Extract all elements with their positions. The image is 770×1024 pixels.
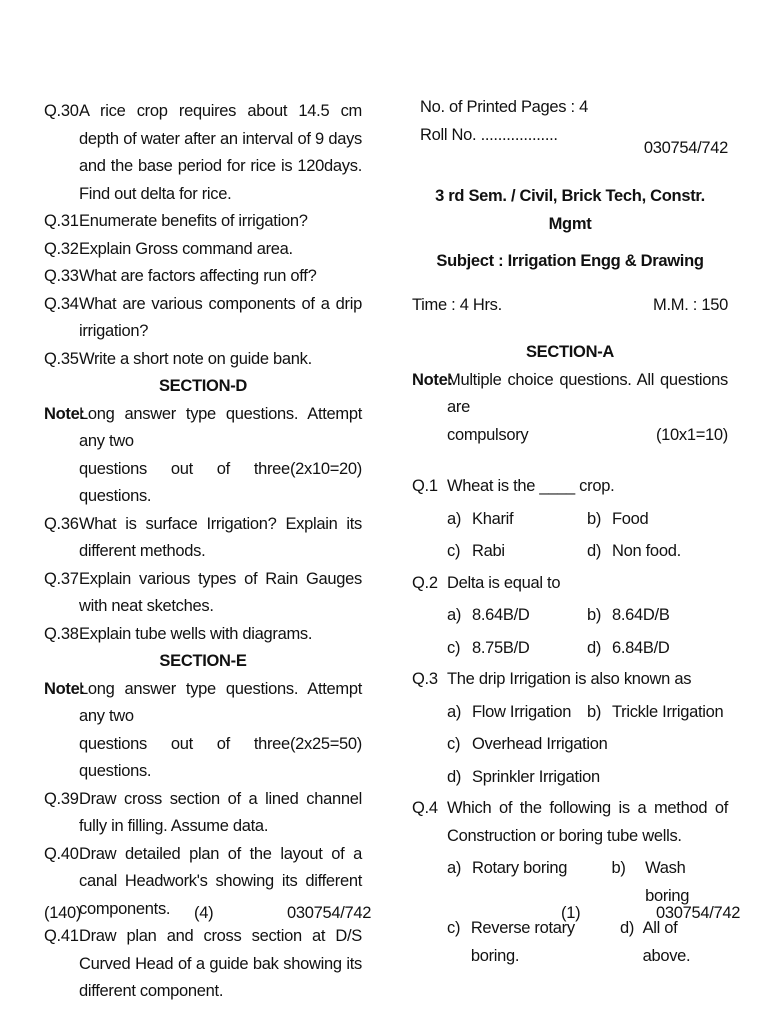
option-text: 8.75B/D: [472, 638, 530, 657]
question-number: Q.36: [44, 514, 79, 533]
question-number: Q.32: [44, 239, 79, 258]
spacer: [412, 319, 728, 339]
option-text: Rotary boring: [472, 859, 568, 877]
section-d-heading: SECTION-D: [158, 377, 248, 395]
option-label: a): [447, 509, 462, 528]
option-label: b): [587, 509, 602, 528]
option-text: Kharif: [472, 509, 514, 528]
question-number: Q.2: [412, 573, 438, 592]
question-text: Which of the following is a method of Construction or boring tube wells.: [447, 799, 728, 845]
spacer: [412, 238, 728, 248]
question-number: Q.33: [44, 267, 79, 285]
option-d: [587, 538, 681, 566]
options-row: [412, 731, 728, 759]
options-row: [412, 506, 728, 534]
question-text: Wheat is the ____ crop.: [447, 477, 615, 495]
option-text: 8.64B/D: [472, 606, 530, 624]
option-label: a): [447, 606, 462, 624]
option-text: Sprinkler Irrigation: [472, 767, 600, 786]
option-label: d): [587, 638, 602, 657]
note-marks: (2x10=20): [289, 459, 362, 478]
option-text: 6.84B/D: [612, 638, 670, 657]
question-34: [44, 291, 362, 346]
options-row: [412, 764, 728, 792]
option-label: c): [447, 919, 461, 937]
option-c: [447, 635, 587, 663]
option-b: [587, 506, 648, 534]
question-number: Q.35: [44, 349, 79, 368]
option-text: Food: [612, 509, 649, 528]
question-number: Q.41: [44, 927, 79, 945]
question-text: A rice crop requires about 14.5 cm depth of water after an interval of 9 days and the base period for rice is 120days. Find out delta for rice.: [79, 102, 362, 203]
question-number: Q.31: [44, 212, 79, 230]
note-row: [79, 456, 362, 511]
option-label: b): [587, 702, 602, 721]
question-35: [44, 346, 362, 374]
option-text: Reverse rotary boring.: [470, 919, 575, 965]
question-text: Delta is equal to: [447, 573, 561, 592]
option-a: [447, 602, 587, 630]
question-number: Q.30: [44, 102, 79, 120]
note-marks: (2x25=50): [289, 734, 362, 753]
option-text: 8.64D/B: [612, 606, 670, 624]
question-number: Q.40: [44, 844, 79, 863]
question-1: [412, 473, 728, 501]
option-text: All of above.: [642, 919, 691, 965]
time-marks-row: [412, 292, 728, 320]
option-label: b): [587, 606, 602, 624]
options-row: [412, 602, 728, 630]
course-title: 3 rd Sem. / Civil, Brick Tech, Constr. Mgmt: [435, 187, 705, 233]
note-text-continued: questions out of three questions.: [79, 734, 290, 780]
question-39: [44, 786, 362, 841]
option-label: b): [611, 859, 626, 877]
question-text: The drip Irrigation is also known as: [447, 670, 692, 688]
section-a-note: [412, 367, 728, 450]
roll-no-row: [412, 122, 728, 157]
option-text: Rabi: [472, 542, 505, 560]
question-text: What are factors affecting run off?: [79, 267, 317, 285]
question-number: Q.39: [44, 789, 79, 808]
note-marks: (10x1=10): [655, 425, 728, 444]
option-c: [447, 538, 587, 566]
option-b: [587, 602, 670, 630]
right-column: [412, 94, 728, 970]
footer-paper-code: 030754/742: [656, 904, 741, 922]
option-label: a): [447, 702, 462, 721]
note-text: Long answer type questions. Attempt any two: [79, 404, 362, 450]
time-duration: Time : 4 Hrs.: [412, 295, 502, 314]
option-label: a): [447, 859, 462, 877]
max-marks: M.M. : 150: [653, 295, 728, 314]
question-number: Q.1: [412, 477, 438, 495]
question-text: Draw detailed plan of the layout of a canal Headwork's showing its different components.: [79, 844, 362, 918]
option-label: c): [447, 638, 461, 657]
printed-pages: No. of Printed Pages : 4: [420, 98, 588, 116]
question-32: [44, 236, 362, 264]
option-a: [447, 506, 587, 534]
section-d-note: [44, 401, 362, 511]
note-label: Note:: [44, 679, 85, 698]
option-c: [447, 731, 608, 759]
question-3: [412, 666, 728, 694]
option-text: Trickle Irrigation: [612, 702, 724, 721]
options-row: [412, 538, 728, 566]
option-text: Overhead Irrigation: [472, 735, 608, 753]
question-text: Explain various types of Rain Gauges with neat sketches.: [79, 569, 362, 615]
section-e-note: [44, 676, 362, 786]
roll-no: Roll No. ..................: [420, 125, 558, 144]
option-d: [447, 764, 600, 792]
note-text: Multiple choice questions. All questions are: [447, 370, 728, 416]
option-text: Non food.: [612, 542, 681, 560]
footer-page-number: (1): [561, 904, 581, 922]
question-4: [412, 795, 728, 850]
question-31: [44, 208, 362, 236]
question-37: [44, 566, 362, 621]
question-41: [44, 923, 362, 1006]
option-label: c): [447, 542, 461, 560]
question-text: Draw plan and cross section at D/S Curved Head of a guide bak showing its different component.: [79, 927, 362, 1000]
note-row: [447, 422, 728, 450]
option-d: [587, 635, 670, 663]
option-c: [447, 915, 620, 970]
question-number: Q.3: [412, 670, 438, 688]
footer-total-marks: (140): [44, 904, 82, 922]
question-number: Q.38: [44, 624, 79, 643]
question-number: Q.4: [412, 799, 438, 817]
question-text: What are various components of a drip irrigation?: [79, 294, 362, 340]
note-text-continued: questions out of three questions.: [79, 459, 290, 505]
footer-page-number: (4): [194, 904, 214, 922]
note-row: [79, 731, 362, 786]
option-a: [447, 699, 587, 727]
option-text: Wash boring: [645, 859, 690, 905]
left-column: [44, 98, 362, 1006]
option-label: d): [587, 542, 602, 560]
option-a: [447, 855, 611, 910]
option-label: d): [619, 919, 635, 937]
paper-code: 030754/742: [643, 138, 728, 157]
question-text: Explain Gross command area.: [79, 239, 293, 258]
question-2: [412, 570, 728, 598]
question-number: Q.37: [44, 569, 79, 588]
options-row: [412, 635, 728, 663]
question-text: What is surface Irrigation? Explain its different methods.: [79, 514, 362, 560]
option-b: [587, 699, 723, 727]
subject-title: Subject : Irrigation Engg & Drawing: [436, 252, 704, 270]
question-text: Enumerate benefits of irrigation?: [79, 212, 308, 230]
question-38: [44, 621, 362, 649]
section-a-heading: SECTION-A: [525, 343, 615, 361]
footer-paper-code: 030754/742: [287, 904, 372, 922]
option-label: c): [447, 735, 461, 753]
note-label: Note:: [412, 370, 453, 389]
options-row: [412, 699, 728, 727]
spacer: [412, 276, 728, 292]
question-number: Q.34: [44, 294, 79, 313]
question-text: Draw cross section of a lined channel fully in filling. Assume data.: [79, 789, 362, 835]
question-text: Write a short note on guide bank.: [79, 349, 312, 368]
note-text: Long answer type questions. Attempt any two: [79, 679, 362, 725]
question-text: Explain tube wells with diagrams.: [79, 624, 313, 643]
question-36: [44, 511, 362, 566]
section-e-heading: SECTION-E: [159, 652, 247, 670]
note-text-continued: compulsory: [447, 425, 529, 444]
spacer: [412, 449, 728, 473]
note-label: Note:: [44, 404, 85, 423]
question-30: [44, 98, 362, 208]
option-text: Flow Irrigation: [472, 702, 572, 721]
option-label: d): [447, 767, 462, 786]
question-33: [44, 263, 362, 291]
